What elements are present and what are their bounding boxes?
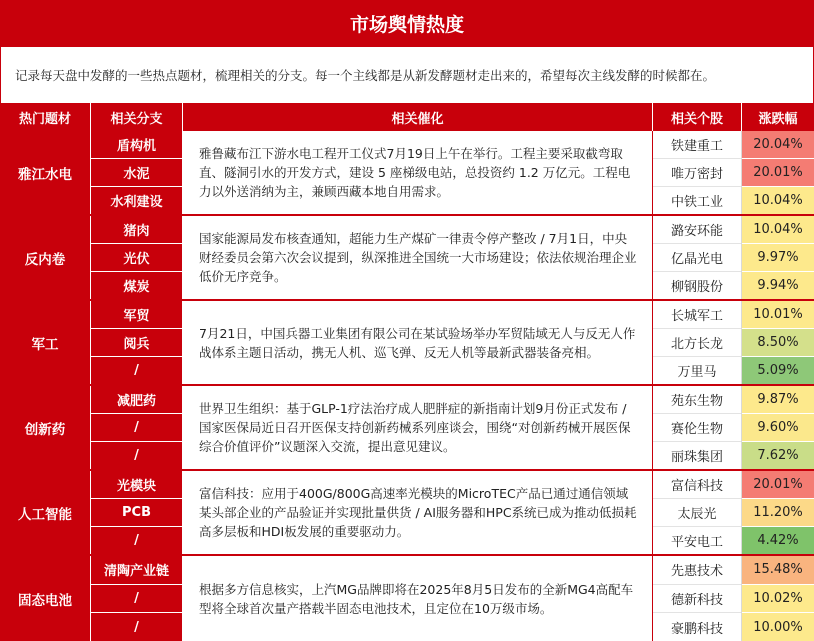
stock-name: 潞安环能 <box>653 216 741 244</box>
change-list <box>742 386 814 469</box>
branch-item: 煤炭 <box>123 280 150 295</box>
change-value: 9.60% <box>742 414 814 442</box>
stock-name: 丽珠集团 <box>653 442 741 469</box>
stock-name: 平安电工 <box>653 527 741 554</box>
branch-item: 水泥 <box>91 159 182 187</box>
stock-name: 豪鹏科技 <box>653 613 741 641</box>
header-catalyst: 相关催化 <box>183 103 653 131</box>
header-theme: 热门题材 <box>0 103 91 131</box>
change-value: 10.01% <box>742 301 814 329</box>
header-change: 涨跌幅 <box>758 111 798 127</box>
branch-item: 减肥药 <box>91 386 182 414</box>
theme-table <box>0 131 814 641</box>
branch-item: 猪肉 <box>91 216 182 244</box>
stock-name: 唯万密封 <box>653 159 741 187</box>
branch-list <box>91 556 183 641</box>
theme-row <box>0 386 814 471</box>
stock-list <box>653 471 742 554</box>
stock-list <box>653 131 742 214</box>
branch-item: / <box>91 585 182 614</box>
change-list <box>742 471 814 554</box>
theme-row <box>0 471 814 556</box>
branch-list <box>91 471 183 554</box>
change-value: 9.97% <box>742 244 814 272</box>
stock-name: 长城军工 <box>653 301 741 329</box>
branch-item: 军贸 <box>91 301 182 329</box>
theme-row <box>0 131 814 216</box>
change-value: 4.42% <box>742 527 814 554</box>
theme-row <box>0 216 814 301</box>
stock-name: 苑东生物 <box>653 386 741 414</box>
branch-item: / <box>91 414 182 442</box>
branch-item: / <box>134 363 139 378</box>
catalyst-text: 7月21日，中国兵器工业集团有限公司在某试验场举办军贸陆域无人与反无人作战体系主题日活动，携无人机、巡飞弹、反无人机等最新武器装备亮相。 <box>183 301 653 384</box>
change-value: 15.48% <box>742 556 814 585</box>
change-list <box>742 131 814 214</box>
stock-name: 北方长龙 <box>653 329 741 357</box>
change-value: 7.62% <box>742 442 814 469</box>
branch-item: 盾构机 <box>91 131 182 159</box>
change-value: 20.01% <box>742 471 814 499</box>
stock-name: 铁建重工 <box>653 131 741 159</box>
header-stock: 相关个股 <box>653 103 742 131</box>
stock-name: 柳钢股份 <box>653 272 741 299</box>
change-value: 11.20% <box>742 499 814 527</box>
change-value: 20.04% <box>742 131 814 159</box>
intro-text: 记录每天盘中发酵的一些热点题材，梳理相关的分支。每一个主线都是从新发酵题材走出来的，希望每次主线发酵的时候都在。 <box>0 47 814 103</box>
stock-name: 德新科技 <box>653 585 741 614</box>
stock-list <box>653 386 742 469</box>
theme-name: 军工 <box>0 301 91 384</box>
change-list <box>742 216 814 299</box>
stock-name: 亿晶光电 <box>653 244 741 272</box>
change-value: 10.04% <box>742 216 814 244</box>
catalyst-text: 富信科技：应用于400G/800G高速率光模块的MicroTEC产品已通过通信领域某头部企业的产品验证并实现批量供货 / AI服务器和HPC系统已成为推动低损耗高多层板和HDI板发展的重要驱动力。 <box>183 471 653 554</box>
header-branch: 相关分支 <box>91 103 183 131</box>
branch-item: 清陶产业链 <box>91 556 182 585</box>
change-value: 20.01% <box>742 159 814 187</box>
catalyst-text: 国家能源局发布核查通知，超能力生产煤矿一律责令停产整改 / 7月1日，中央财经委员会第六次会议提到，纵深推进全国统一大市场建设；依法依规治理企业低价无序竞争。 <box>183 216 653 299</box>
change-value: 10.02% <box>742 585 814 614</box>
branch-list <box>91 131 183 214</box>
theme-name: 人工智能 <box>0 471 91 554</box>
catalyst-text: 雅鲁藏布江下游水电工程开工仪式7月19日上午在举行。工程主要采取截弯取直、隧洞引水的开发方式，建设 5 座梯级电站，总投资约 1.2 万亿元。工程电力以外送消纳为主，兼顾西藏本地自用需求。 <box>183 131 653 214</box>
catalyst-text: 世界卫生组织：基于GLP-1疗法治疗成人肥胖症的新指南计划9月份正式发布 / 国家医保局近日召开医保支持创新药械系列座谈会，围绕“对创新药械开展医保综合价值评价”议题深入交流，提出意见建议。 <box>183 386 653 469</box>
stock-name: 先惠技术 <box>653 556 741 585</box>
stock-name: 万里马 <box>653 357 741 384</box>
branch-item: 水利建设 <box>110 195 163 210</box>
branch-item: / <box>134 619 139 635</box>
theme-name: 雅江水电 <box>0 131 91 214</box>
branch-item: / <box>134 533 139 548</box>
change-value: 9.87% <box>742 386 814 414</box>
catalyst-text: 根据多方信息核实，上汽MG品牌即将在2025年8月5日发布的全新MG4高配车型将全球首次量产搭载半固态电池技术，且定位在10万级市场。 <box>183 556 653 641</box>
stock-list <box>653 301 742 384</box>
branch-item: 光模块 <box>91 471 182 499</box>
page-title: 市场舆情热度 <box>0 0 814 47</box>
theme-name: 固态电池 <box>0 556 91 641</box>
branch-list <box>91 216 183 299</box>
theme-row <box>0 301 814 386</box>
table-header <box>0 103 814 131</box>
branch-item: PCB <box>91 499 182 527</box>
change-value: 10.04% <box>742 187 814 214</box>
stock-name: 赛伦生物 <box>653 414 741 442</box>
branch-item: / <box>134 448 139 463</box>
stock-name: 太辰光 <box>653 499 741 527</box>
change-list <box>742 556 814 641</box>
theme-row <box>0 556 814 641</box>
branch-item: 光伏 <box>91 244 182 272</box>
change-value: 9.94% <box>742 272 814 299</box>
stock-list <box>653 556 742 641</box>
change-value: 10.00% <box>742 613 814 641</box>
theme-name: 创新药 <box>0 386 91 469</box>
stock-list <box>653 216 742 299</box>
branch-list <box>91 386 183 469</box>
theme-name: 反内卷 <box>0 216 91 299</box>
branch-item: 阅兵 <box>91 329 182 357</box>
change-value: 8.50% <box>742 329 814 357</box>
branch-list <box>91 301 183 384</box>
change-value: 5.09% <box>742 357 814 384</box>
stock-name: 中铁工业 <box>653 187 741 214</box>
change-list <box>742 301 814 384</box>
stock-name: 富信科技 <box>653 471 741 499</box>
